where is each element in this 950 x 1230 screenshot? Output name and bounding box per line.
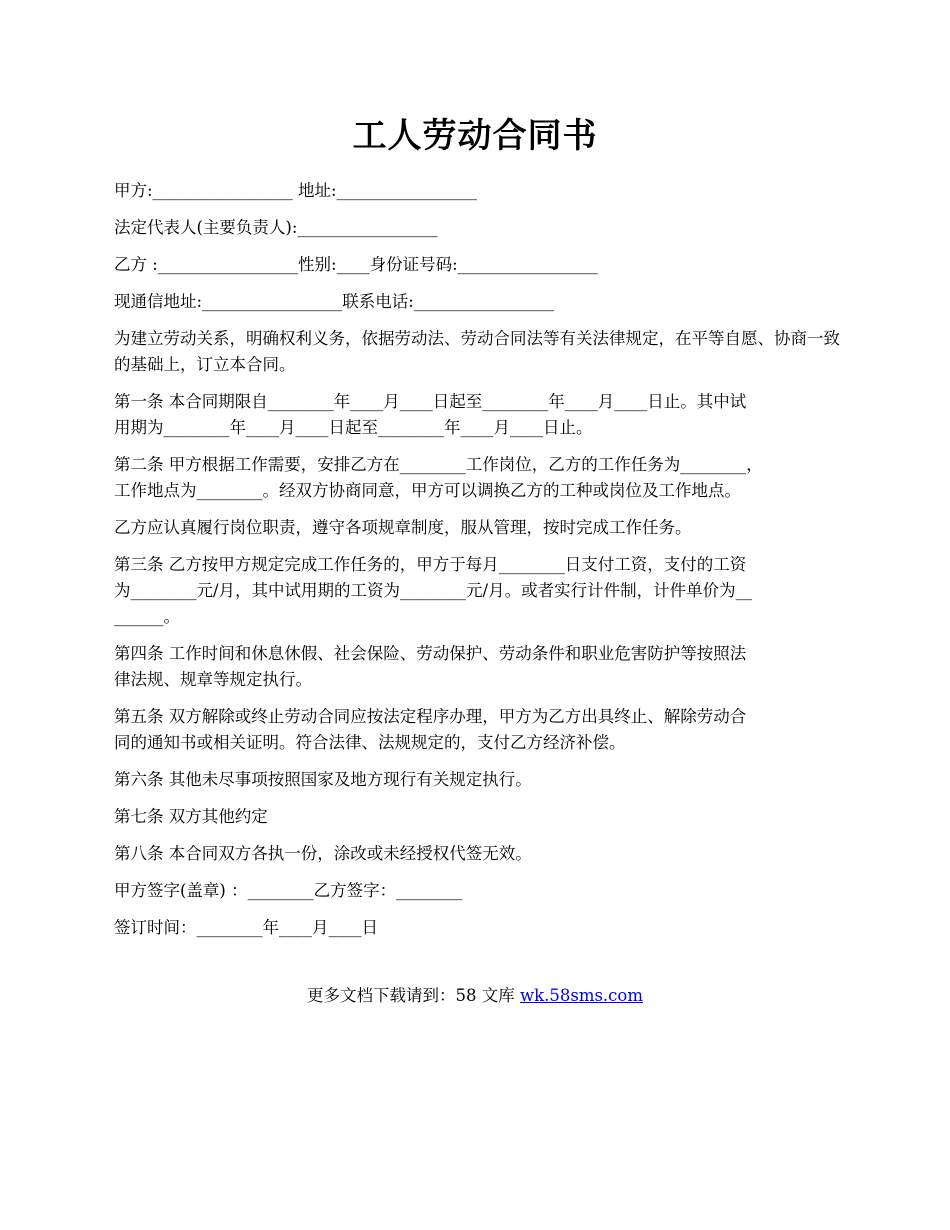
footer-link[interactable]: wk.58sms.com [519, 986, 643, 1005]
preamble-paragraph: 为建立劳动关系，明确权利义务，依据劳动法、劳动合同法等有关法律规定，在平等自愿、协商一致的基础上，订立本合同。 [114, 329, 840, 374]
legal-representative-line: 法定代表人(主要负责人):_________________ [114, 218, 438, 237]
footer-text: 更多文档下载请到：58 文库 [306, 986, 520, 1005]
contact-address-line: 现通信地址:_________________联系电话:_________________ [114, 292, 555, 311]
article-8-copies: 第八条 本合同双方各执一份，涂改或未经授权代签无效。 [114, 844, 532, 863]
article-4-working-conditions: 第四条 工作时间和休息休假、社会保险、劳动保护、劳动条件和职业危害防护等按照法 律法规、规章等规定执行。 [114, 644, 747, 689]
article-3-wages: 第三条 乙方按甲方规定完成工作任务的，甲方于每月________日支付工资，支付的工资 为________元/月，其中试用期的工资为________元/月。或者实行计件制，计件单价为__ ______。 [114, 555, 753, 626]
document-body [114, 178, 844, 952]
footer [0, 983, 950, 1009]
party-b-line: 乙方 :_________________性别:____身份证号码:_________________ [114, 255, 598, 274]
document-title: 工人劳动合同书 [352, 116, 598, 156]
duties-paragraph: 乙方应认真履行岗位职责，遵守各项规章制度，服从管理，按时完成工作任务。 [114, 518, 692, 537]
article-6-other-matters: 第六条 其他未尽事项按照国家及地方现行有关规定执行。 [114, 770, 532, 789]
article-2-position: 第二条 甲方根据工作需要，安排乙方在________工作岗位，乙方的工作任务为________， 工作地点为________。经双方协商同意，甲方可以调换乙方的工种或岗位及工作地点。 [114, 455, 763, 500]
article-1-term: 第一条 本合同期限自________年____月____日起至________年____月____日止。其中试 用期为________年____月____日起至________年____月____日止。 [114, 392, 747, 437]
signing-date-line: 签订时间：________年____月____日 [114, 918, 378, 937]
party-a-line: 甲方:_________________ 地址:_________________ [114, 181, 477, 200]
signature-line: 甲方签字(盖章) ：________乙方签字：________ [114, 881, 463, 900]
article-7-other-agreements: 第七条 双方其他约定 [114, 807, 268, 826]
article-5-termination: 第五条 双方解除或终止劳动合同应按法定程序办理，甲方为乙方出具终止、解除劳动合 同的通知书或相关证明。符合法律、法规规定的，支付乙方经济补偿。 [114, 707, 747, 752]
